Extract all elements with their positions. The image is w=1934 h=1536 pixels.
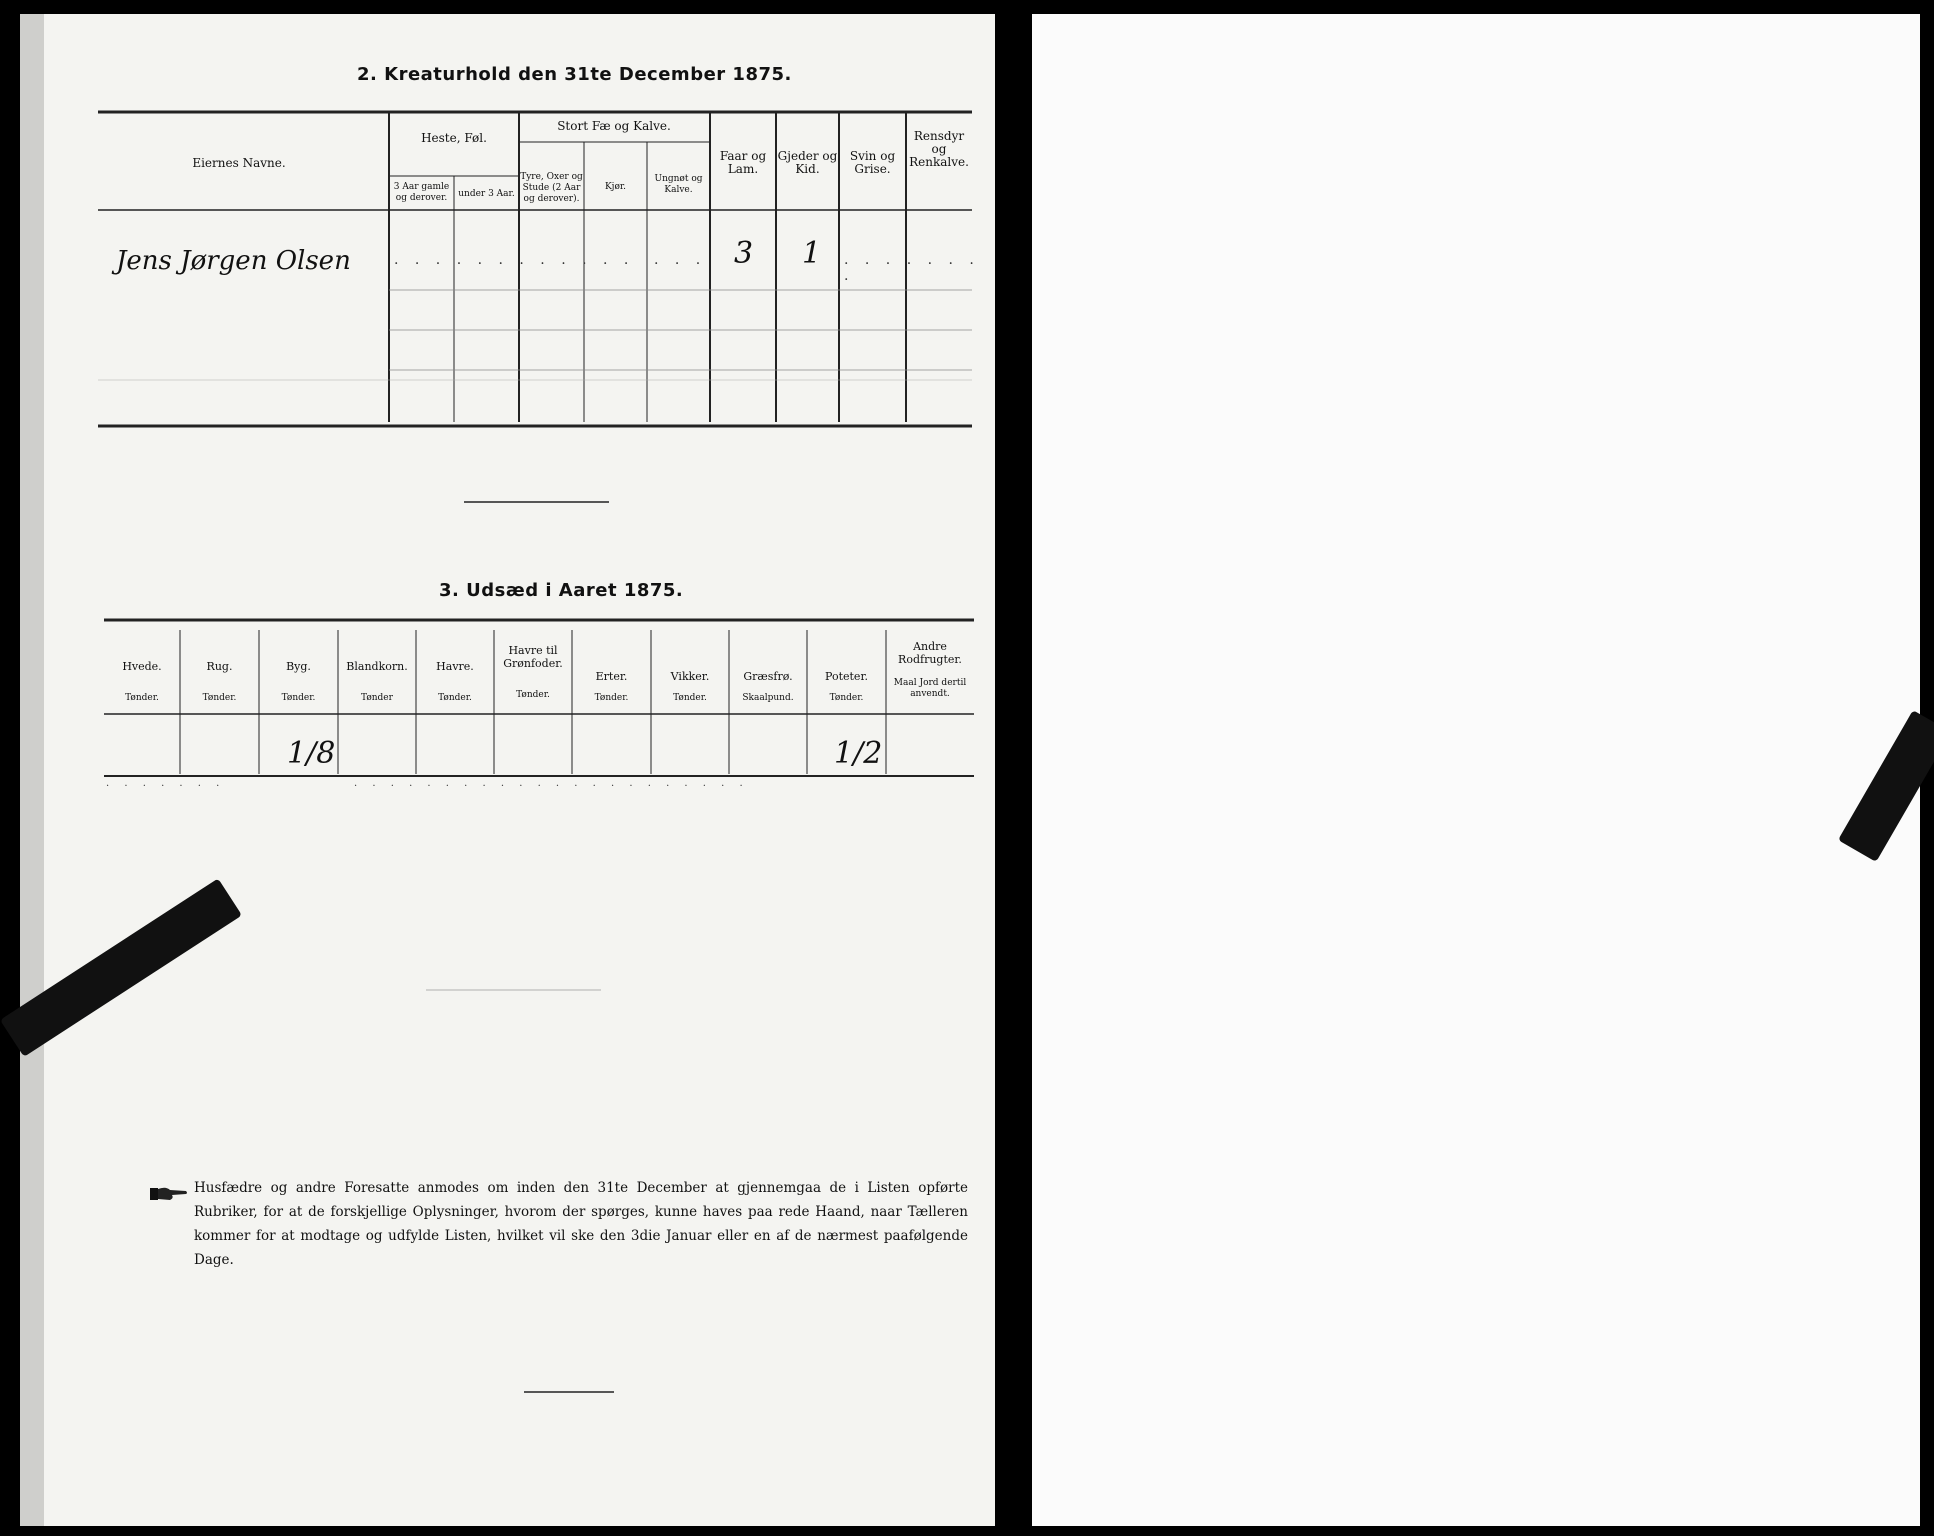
ungnot-header: Ungnøt og Kalve. — [654, 174, 703, 195]
owner-header: Eiernes Navne. — [192, 156, 286, 170]
gjeder-header: Gjeder og Kid. — [777, 149, 838, 176]
havre-gronfoder-unit: Tønder. — [516, 690, 550, 700]
empty-dots: . . . . . . . — [106, 778, 226, 789]
poteter-header: Poteter. — [825, 670, 868, 683]
left-page — [20, 14, 995, 1526]
poteter-unit: Tønder. — [829, 693, 864, 703]
graesfro-header: Græsfrø. — [743, 670, 793, 683]
stort-fae-header: Stort Fæ og Kalve. — [557, 119, 671, 133]
section2-title: 2. Kreaturhold den 31te December 1875. — [357, 64, 792, 85]
empty-dots: . . . . . . . . . . . . . . . . . . . . . . — [354, 778, 749, 789]
graesfro-unit: Skaalpund. — [742, 693, 794, 703]
blandkorn-header: Blandkorn. — [346, 660, 408, 673]
rug-header: Rug. — [206, 660, 233, 673]
right-page — [1032, 14, 1920, 1526]
erter-unit: Tønder. — [594, 693, 629, 703]
rensdyr-header: Rensdyr og Renkalve. — [909, 129, 969, 169]
pointing-hand-icon — [148, 1184, 188, 1204]
havre-unit: Tønder. — [438, 693, 472, 703]
havre-gronfoder-header: Havre til Grønfoder. — [503, 644, 563, 670]
owner-name: Jens Jørgen Olsen — [116, 246, 351, 276]
byg-unit: Tønder. — [281, 693, 316, 703]
rug-unit: Tønder. — [202, 693, 237, 703]
vikker-header: Vikker. — [670, 670, 710, 683]
heste-under3-header: under 3 Aar. — [458, 189, 515, 199]
notice-text: Husfædre og andre Foresatte anmodes om inden den 31te December at gjennemgaa de i Listen opførte Rubriker, for at de forskjellige Oplysninger, hvorom der spørges, kunne haves paa rede Haand, naar Tælleren kommer for at modtage og udfylde Listen, hvilket vil ske den 3die Januar eller en af de nærmest paafølgende Dage. — [194, 1180, 968, 1268]
empty-dots: . . . . . . . . . . . . — [394, 252, 635, 268]
empty-dots: . . . . . . . . — [844, 252, 980, 284]
kjoer-header: Kjør. — [604, 182, 627, 192]
section3-title: 3. Udsæd i Aaret 1875. — [439, 580, 684, 601]
heste-3aar-header: 3 Aar gamle og derover. — [393, 182, 450, 203]
havre-header: Havre. — [436, 660, 474, 673]
section3-header-row — [104, 640, 974, 714]
vikker-unit: Tønder. — [673, 693, 707, 703]
faar-header: Faar og Lam. — [719, 149, 767, 176]
byg-value: 1/8 — [287, 736, 336, 771]
byg-header: Byg. — [286, 660, 311, 673]
rodfrugter-header: Andre Rodfrugter. — [898, 640, 962, 666]
heste-header: Heste, Føl. — [421, 131, 487, 145]
erter-header: Erter. — [595, 670, 628, 683]
rodfrugter-unit: Maal Jord dertil anvendt. — [893, 678, 967, 699]
faar-value: 3 — [734, 236, 754, 271]
hvede-header: Hvede. — [122, 660, 162, 673]
hvede-unit: Tønder. — [125, 693, 159, 703]
empty-dots: . . . — [654, 252, 707, 268]
tyre-header: Tyre, Oxer og Stude (2 Aar og derover). — [520, 172, 583, 204]
gjeder-value: 1 — [802, 236, 822, 271]
svin-header: Svin og Grise. — [849, 149, 896, 176]
poteter-value: 1/2 — [834, 736, 883, 771]
blandkorn-unit: Tønder — [361, 693, 393, 703]
